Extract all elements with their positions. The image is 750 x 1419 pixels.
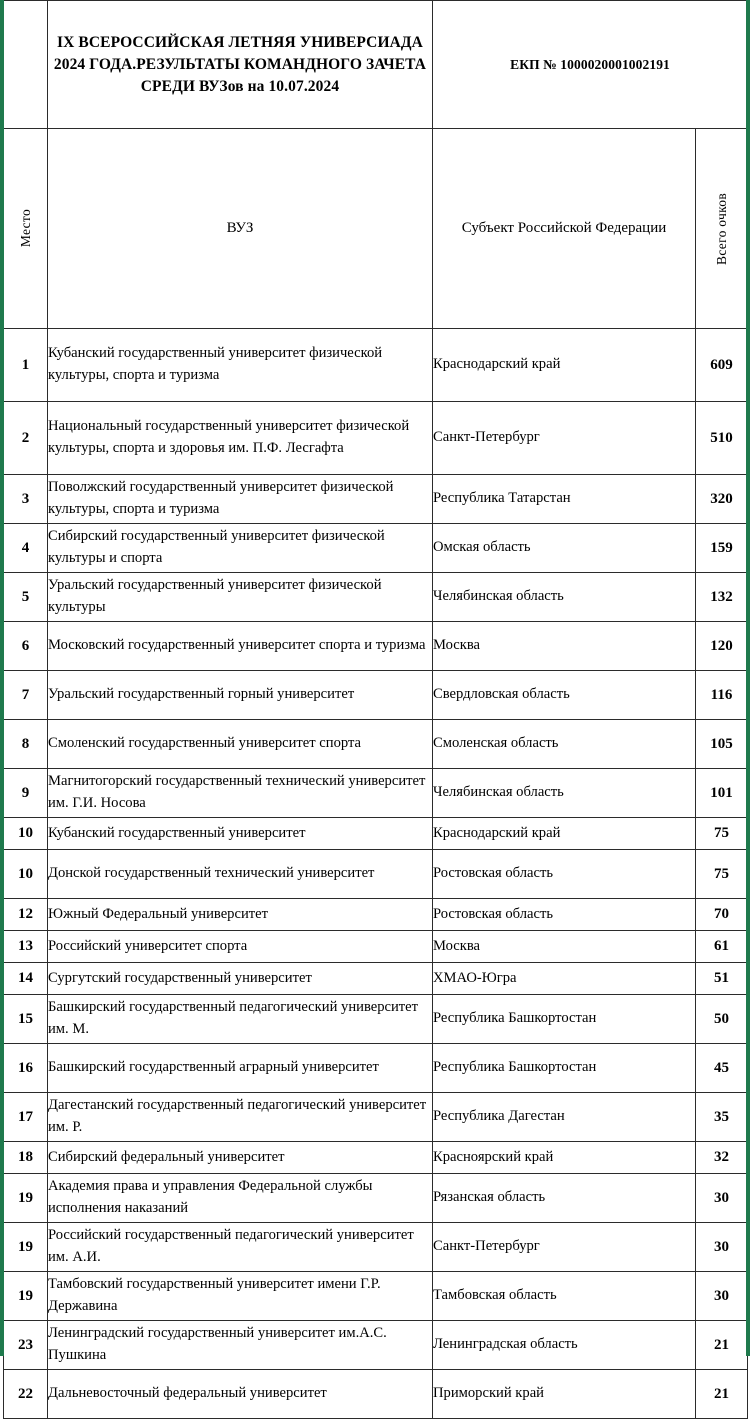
column-header-score: Всего очков xyxy=(713,192,729,265)
cell-score: 30 xyxy=(696,1272,748,1321)
table-row xyxy=(4,402,748,475)
table-row xyxy=(4,1321,748,1370)
cell-score: 35 xyxy=(696,1093,748,1142)
cell-rank: 23 xyxy=(4,1321,48,1370)
table-row xyxy=(4,329,748,402)
cell-region: Краснодарский край xyxy=(433,818,696,850)
column-header-region: Субъект Российской Федерации xyxy=(461,220,667,237)
cell-region: Ростовская область xyxy=(433,899,696,931)
cell-region: Республика Башкортостан xyxy=(433,1044,696,1093)
cell-region: Красноярский край xyxy=(433,1142,696,1174)
title-spacer-cell xyxy=(4,1,48,129)
table-row xyxy=(4,720,748,769)
cell-rank: 1 xyxy=(4,329,48,402)
cell-rank: 12 xyxy=(4,899,48,931)
cell-region: Тамбовская область xyxy=(433,1272,696,1321)
table-row xyxy=(4,1174,748,1223)
column-header-row xyxy=(4,129,748,329)
cell-rank: 9 xyxy=(4,769,48,818)
header-cell-university xyxy=(48,129,433,329)
frame-edge-left xyxy=(0,0,4,1356)
cell-score: 101 xyxy=(696,769,748,818)
cell-region: Челябинская область xyxy=(433,769,696,818)
table-row xyxy=(4,1044,748,1093)
cell-rank: 19 xyxy=(4,1272,48,1321)
table-row xyxy=(4,931,748,963)
cell-region: Республика Башкортостан xyxy=(433,995,696,1044)
ekp-cell xyxy=(433,1,748,129)
results-sheet xyxy=(3,0,747,1402)
cell-rank: 15 xyxy=(4,995,48,1044)
table-row xyxy=(4,475,748,524)
cell-university: Кубанский государственный университет xyxy=(48,818,433,850)
cell-score: 70 xyxy=(696,899,748,931)
cell-region: Санкт-Петербург xyxy=(433,1223,696,1272)
table-row xyxy=(4,524,748,573)
cell-score: 21 xyxy=(696,1321,748,1370)
cell-university: Сургутский государственный университет xyxy=(48,963,433,995)
table-row xyxy=(4,850,748,899)
cell-university: Дагестанский государственный педагогический университет им. Р. xyxy=(48,1093,433,1142)
cell-score: 132 xyxy=(696,573,748,622)
cell-university: Ленинградский государственный университет им.А.С. Пушкина xyxy=(48,1321,433,1370)
cell-university: Национальный государственный университет физической культуры, спорта и здоровья им. П.Ф. Лесгафта xyxy=(48,402,433,475)
cell-university: Сибирский государственный университет физической культуры и спорта xyxy=(48,524,433,573)
cell-rank: 7 xyxy=(4,671,48,720)
table-row xyxy=(4,573,748,622)
cell-region: Республика Дагестан xyxy=(433,1093,696,1142)
cell-rank: 16 xyxy=(4,1044,48,1093)
cell-university: Поволжский государственный университет физической культуры, спорта и туризма xyxy=(48,475,433,524)
cell-region: Москва xyxy=(433,622,696,671)
cell-region: Приморский край xyxy=(433,1370,696,1419)
cell-university: Сибирский федеральный университет xyxy=(48,1142,433,1174)
cell-score: 75 xyxy=(696,850,748,899)
frame-edge-right xyxy=(746,0,750,1356)
cell-region: Омская область xyxy=(433,524,696,573)
cell-rank: 14 xyxy=(4,963,48,995)
cell-region: Рязанская область xyxy=(433,1174,696,1223)
cell-rank: 10 xyxy=(4,818,48,850)
column-header-university: ВУЗ xyxy=(226,220,254,237)
document-title-cell xyxy=(48,1,433,129)
header-cell-score xyxy=(696,129,748,329)
cell-region: Ленинградская область xyxy=(433,1321,696,1370)
table-row xyxy=(4,995,748,1044)
title-row xyxy=(4,1,748,129)
table-row xyxy=(4,963,748,995)
cell-score: 116 xyxy=(696,671,748,720)
cell-university: Уральский государственный университет физической культуры xyxy=(48,573,433,622)
cell-university: Донской государственный технический университет xyxy=(48,850,433,899)
cell-region: Москва xyxy=(433,931,696,963)
cell-score: 510 xyxy=(696,402,748,475)
cell-score: 21 xyxy=(696,1370,748,1419)
cell-region: Краснодарский край xyxy=(433,329,696,402)
cell-rank: 18 xyxy=(4,1142,48,1174)
cell-rank: 10 xyxy=(4,850,48,899)
table-row xyxy=(4,1093,748,1142)
cell-university: Московский государственный университет спорта и туризма xyxy=(48,622,433,671)
cell-rank: 19 xyxy=(4,1174,48,1223)
table-row xyxy=(4,1223,748,1272)
cell-rank: 4 xyxy=(4,524,48,573)
cell-rank: 19 xyxy=(4,1223,48,1272)
table-row xyxy=(4,1142,748,1174)
ekp-number: ЕКП № 1000020001002191 xyxy=(510,56,670,72)
table-row xyxy=(4,1370,748,1419)
cell-university: Южный Федеральный университет xyxy=(48,899,433,931)
cell-university: Дальневосточный федеральный университет xyxy=(48,1370,433,1419)
cell-university: Российский государственный педагогический университет им. А.И. xyxy=(48,1223,433,1272)
page-title: IX ВСЕРОССИЙСКАЯ ЛЕТНЯЯ УНИВЕРСИАДА 2024 ГОДА.РЕЗУЛЬТАТЫ КОМАНДНОГО ЗАЧЕТА СРЕДИ ВУЗов на 10.07.2024 xyxy=(53,33,427,95)
cell-university: Башкирский государственный педагогический университет им. М. xyxy=(48,995,433,1044)
cell-university: Академия права и управления Федеральной службы исполнения наказаний xyxy=(48,1174,433,1223)
cell-score: 609 xyxy=(696,329,748,402)
column-header-rank: Место xyxy=(17,209,33,248)
cell-region: Свердловская область xyxy=(433,671,696,720)
cell-score: 32 xyxy=(696,1142,748,1174)
cell-university: Кубанский государственный университет физической культуры, спорта и туризма xyxy=(48,329,433,402)
cell-region: Республика Татарстан xyxy=(433,475,696,524)
cell-university: Башкирский государственный аграрный университет xyxy=(48,1044,433,1093)
cell-university: Магнитогорский государственный технический университет им. Г.И. Носова xyxy=(48,769,433,818)
table-row xyxy=(4,818,748,850)
header-cell-rank xyxy=(4,129,48,329)
cell-score: 75 xyxy=(696,818,748,850)
cell-score: 61 xyxy=(696,931,748,963)
cell-region: Санкт-Петербург xyxy=(433,402,696,475)
cell-rank: 3 xyxy=(4,475,48,524)
cell-rank: 6 xyxy=(4,622,48,671)
table-row xyxy=(4,1272,748,1321)
cell-region: Смоленская область xyxy=(433,720,696,769)
table-row xyxy=(4,769,748,818)
cell-region: Ростовская область xyxy=(433,850,696,899)
cell-score: 30 xyxy=(696,1223,748,1272)
standings-table xyxy=(3,0,748,1419)
cell-score: 159 xyxy=(696,524,748,573)
cell-score: 120 xyxy=(696,622,748,671)
table-body xyxy=(4,1,748,1419)
cell-university: Смоленский государственный университет спорта xyxy=(48,720,433,769)
cell-score: 30 xyxy=(696,1174,748,1223)
cell-score: 50 xyxy=(696,995,748,1044)
cell-university: Уральский государственный горный университет xyxy=(48,671,433,720)
cell-university: Тамбовский государственный университет имени Г.Р. Державина xyxy=(48,1272,433,1321)
cell-score: 320 xyxy=(696,475,748,524)
cell-rank: 22 xyxy=(4,1370,48,1419)
cell-region: ХМАО-Югра xyxy=(433,963,696,995)
cell-score: 105 xyxy=(696,720,748,769)
cell-rank: 2 xyxy=(4,402,48,475)
cell-rank: 5 xyxy=(4,573,48,622)
cell-score: 51 xyxy=(696,963,748,995)
cell-rank: 13 xyxy=(4,931,48,963)
cell-rank: 17 xyxy=(4,1093,48,1142)
cell-rank: 8 xyxy=(4,720,48,769)
cell-university: Российский университет спорта xyxy=(48,931,433,963)
header-cell-region xyxy=(433,129,696,329)
table-row xyxy=(4,671,748,720)
cell-score: 45 xyxy=(696,1044,748,1093)
table-row xyxy=(4,899,748,931)
cell-region: Челябинская область xyxy=(433,573,696,622)
table-row xyxy=(4,622,748,671)
